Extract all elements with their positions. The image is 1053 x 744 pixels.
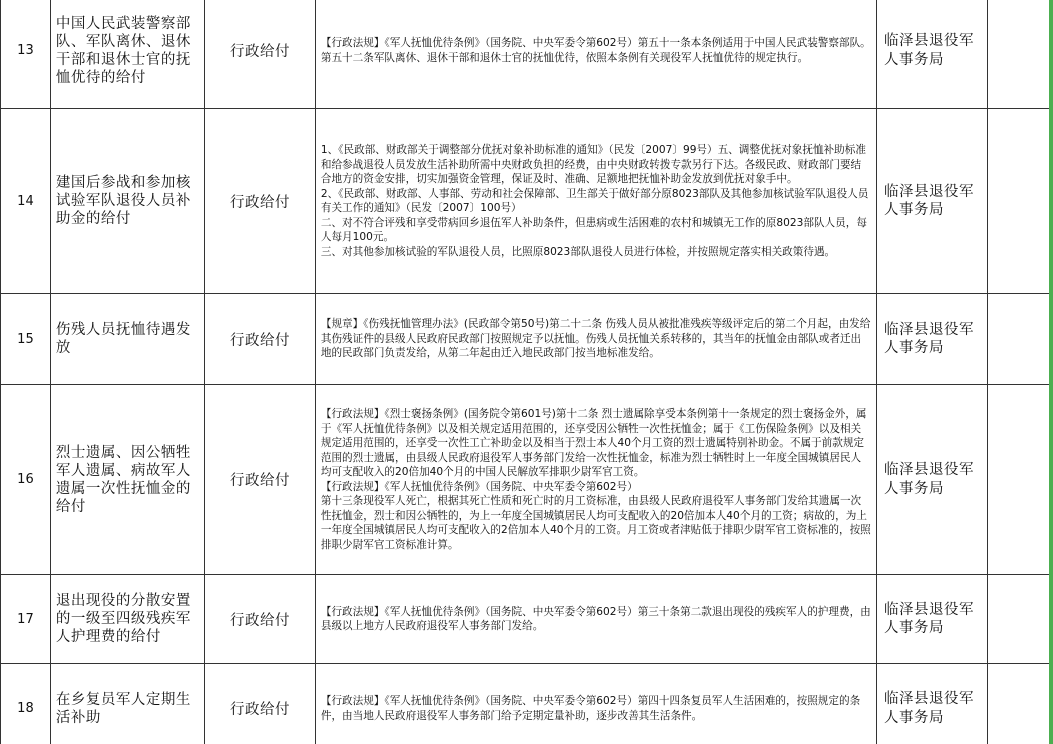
legal-basis xyxy=(315,109,876,294)
row-number: 18 xyxy=(1,664,51,744)
legal-basis-line: 【行政法规】《烈士褒扬条例》(国务院令第601号)第十二条 烈士遗属除享受本条例第十一条规定的烈士褒扬金外，属于《军人抚恤优待条例》以及相关规定适用范围的，还享受因公牺牲一次性抚恤金；属于《工伤保险条例》以及相关规定适用范围的，还享受一次性工亡补助金以及相当于烈士本人40个月工资的烈士遗属特别补助金。不属于前款规定范围的烈士遗属，由县级人民政府退役军人事务部门发给一次性抚恤金，标准为烈士牺牲时上一年度全国城镇居民人均可支配收入的20倍加40个月的中国人民解放军排职少尉军官工资。 xyxy=(320,408,867,478)
legal-basis-line: 【行政法规】《军人抚恤优待条例》（国务院、中央军委令第602号）第四十四条复员军人生活困难的，按照规定的条件，由当地人民政府退役军人事务部门给予定期定量补助，逐步改善其生活条件。 xyxy=(320,695,861,722)
legal-basis-line: 【行政法规】《军人抚恤优待条例》（国务院、中央军委令第602号）第三十条第二款退出现役的残疾军人的护理费，由县级以上地方人民政府退役军人事务部门发给。 xyxy=(320,605,871,632)
legal-basis-line: 二、对不符合评残和享受带病回乡退伍军人补助条件，但患病或生活困难的农村和城镇无工作的原8023部队人员，每人每月100元。 xyxy=(320,216,867,243)
item-type: 行政给付 xyxy=(205,109,316,294)
empty-cell xyxy=(988,109,1053,294)
legal-basis-line: 【规章】《伤残抚恤管理办法》(民政部令第50号)第二十二条 伤残人员从被批准残疾等级评定后的第二个月起，由发给其伤残证件的县级人民政府民政部门按照规定予以抚恤。伤残人员抚恤关系转移的，其当年的抚恤金由部队或者迁出地的民政部门负责发给，从第二年起由迁入地民政部门按当地标准发给。 xyxy=(320,318,871,360)
legal-basis xyxy=(315,294,876,385)
legal-basis xyxy=(315,385,876,575)
row-number: 15 xyxy=(1,294,51,385)
table-row[interactable] xyxy=(1,664,1053,744)
legal-basis-line: 【行政法规】《军人抚恤优待条例》（国务院、中央军委令第602号）第五十一条本条例适用于中国人民武装警察部队。 xyxy=(320,37,871,49)
table-row[interactable] xyxy=(1,109,1053,294)
empty-cell xyxy=(988,385,1053,575)
responsible-dept: 临泽县退役军人事务局 xyxy=(876,0,987,109)
item-name: 伤残人员抚恤待遇发放 xyxy=(50,294,204,385)
legal-basis-line: 第五十二条军队离休、退休干部和退休士官的抚恤优待，依照本条例有关现役军人抚恤优待的规定执行。 xyxy=(320,51,809,64)
responsible-dept: 临泽县退役军人事务局 xyxy=(876,109,987,294)
legal-basis-line: 【行政法规】《军人抚恤优待条例》（国务院、中央军委令第602号） xyxy=(320,480,638,493)
empty-cell xyxy=(988,664,1053,744)
empty-cell xyxy=(988,294,1053,385)
row-number: 14 xyxy=(1,109,51,294)
empty-cell xyxy=(988,575,1053,664)
item-name: 中国人民武装警察部队、军队离休、退休干部和退休士官的抚恤优待的给付 xyxy=(50,0,204,109)
responsible-dept: 临泽县退役军人事务局 xyxy=(876,664,987,744)
legal-basis-line: 1、《民政部、财政部关于调整部分优抚对象补助标准的通知》（民发〔2007〕99号）五、调整优抚对象抚恤补助标准和给参战退役人员发放生活补助所需中央财政负担的经费，由中央财政转拨专款另行下达。各级民政、财政部门要结合地方的资金安排，切实加强资金管理，保证及时、准确、足额地把抚恤补助金发放到优抚对象手中。 xyxy=(320,144,866,185)
row-number: 16 xyxy=(1,385,51,575)
legal-basis-line: 三、对其他参加核试验的军队退役人员，比照原8023部队退役人员进行体检，并按照规定落实相关政策待遇。 xyxy=(320,245,836,258)
table-row[interactable] xyxy=(1,575,1053,664)
item-type: 行政给付 xyxy=(205,575,316,664)
legal-basis xyxy=(315,0,876,109)
item-type: 行政给付 xyxy=(205,385,316,575)
row-number: 13 xyxy=(1,0,51,109)
item-type: 行政给付 xyxy=(205,294,316,385)
table-row[interactable] xyxy=(1,294,1053,385)
item-type: 行政给付 xyxy=(205,0,316,109)
responsible-dept: 临泽县退役军人事务局 xyxy=(876,294,987,385)
item-type: 行政给付 xyxy=(205,664,316,744)
row-number: 17 xyxy=(1,575,51,664)
table-row[interactable] xyxy=(1,385,1053,575)
item-name: 建国后参战和参加核试验军队退役人员补助金的给付 xyxy=(50,109,204,294)
legal-basis-line: 2、《民政部、财政部、人事部、劳动和社会保障部、卫生部关于做好部分原8023部队及其他参加核试验军队退役人员有关工作的通知》（民发〔2007〕100号） xyxy=(320,187,869,214)
responsible-dept: 临泽县退役军人事务局 xyxy=(876,385,987,575)
item-name: 烈士遗属、因公牺牲军人遗属、病故军人遗属一次性抚恤金的给付 xyxy=(50,385,204,575)
legal-basis-line: 第十三条现役军人死亡，根据其死亡性质和死亡时的月工资标准，由县级人民政府退役军人事务部门发给其遗属一次性抚恤金，烈士和因公牺牲的，为上一年度全国城镇居民人均可支配收入的20倍加本人40个月的工资；病故的，为上一年度全国城镇居民人均可支配收入的2倍加本人40个月的工资。月工资或者津贴低于排职少尉军官工资标准的，按照排职少尉军官工资标准计算。 xyxy=(320,495,871,551)
empty-cell xyxy=(988,0,1053,109)
legal-basis xyxy=(315,664,876,744)
legal-basis xyxy=(315,575,876,664)
selection-edge xyxy=(1049,0,1053,744)
item-name: 退出现役的分散安置的一级至四级残疾军人护理费的给付 xyxy=(50,575,204,664)
table-row[interactable] xyxy=(1,0,1053,109)
responsible-dept: 临泽县退役军人事务局 xyxy=(876,575,987,664)
item-name: 在乡复员军人定期生活补助 xyxy=(50,664,204,744)
